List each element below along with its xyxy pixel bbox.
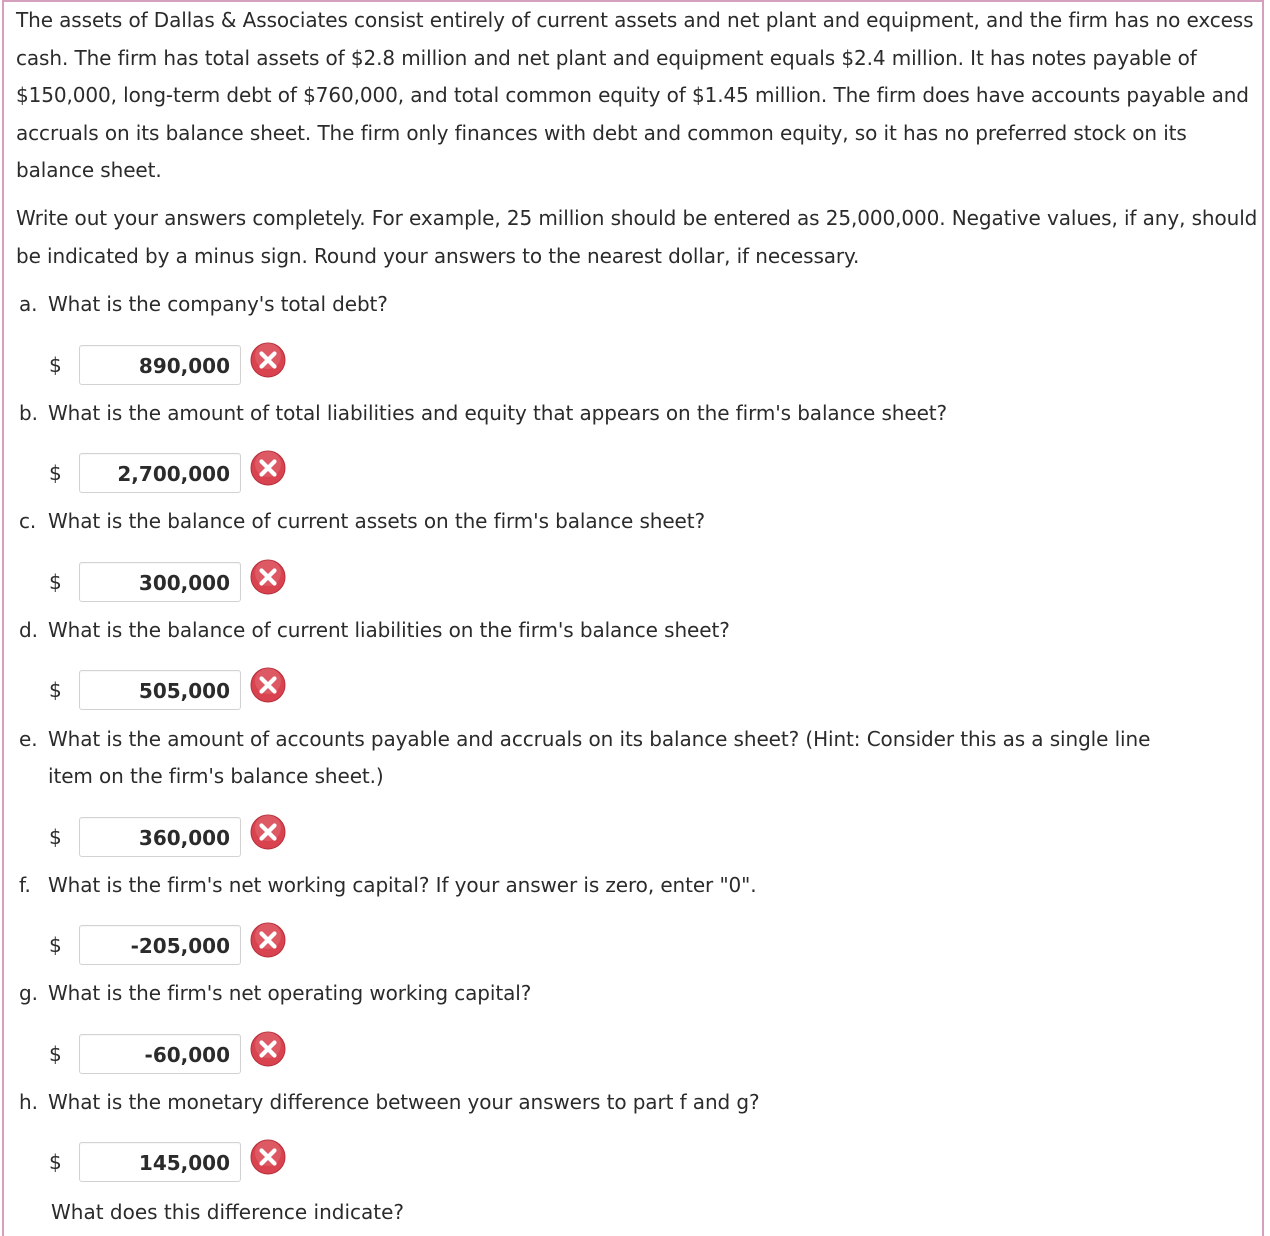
answer-input-f[interactable]: -205,000 — [79, 925, 241, 965]
currency-symbol: $ — [49, 461, 62, 485]
question-label: d. — [19, 618, 38, 642]
question-label: a. — [19, 292, 38, 316]
question-label: b. — [19, 401, 38, 425]
x-circle-icon — [249, 1030, 287, 1068]
answer-input-b[interactable]: 2,700,000 — [79, 453, 241, 493]
currency-symbol: $ — [49, 933, 62, 957]
instructions: Write out your answers completely. For example, 25 million should be entered as 25,000,000. Negative values, if any, should be indicated by a minus sign. Round your answers to the nearest dollar, if necessary. — [16, 206, 1258, 268]
question-label: h. — [19, 1090, 38, 1114]
answer-input-a[interactable]: 890,000 — [79, 345, 241, 385]
question-h — [19, 1084, 759, 1121]
question-text: What is the monetary difference between your answers to part f and g? — [48, 1090, 760, 1114]
answer-input-h[interactable]: 145,000 — [79, 1142, 241, 1182]
x-circle-icon — [249, 341, 287, 379]
question-a — [19, 286, 388, 323]
x-circle-icon — [249, 921, 287, 959]
question-c — [19, 503, 705, 540]
question-label: c. — [19, 509, 37, 533]
currency-symbol: $ — [49, 678, 62, 702]
answer-input-d[interactable]: 505,000 — [79, 670, 241, 710]
question-frame — [2, 0, 1264, 1236]
question-text: What is the company's total debt? — [48, 292, 388, 316]
x-circle-icon — [249, 1138, 287, 1176]
question-text: What is the balance of current liabilities on the firm's balance sheet? — [48, 618, 730, 642]
x-circle-icon — [249, 449, 287, 487]
currency-symbol: $ — [49, 1042, 62, 1066]
question-label: g. — [19, 981, 38, 1005]
currency-symbol: $ — [49, 570, 62, 594]
answer-input-c[interactable]: 300,000 — [79, 562, 241, 602]
question-e — [19, 721, 1259, 795]
question-text: What is the firm's net operating working capital? — [48, 981, 532, 1005]
answer-input-e[interactable]: 360,000 — [79, 817, 241, 857]
question-text: What is the amount of accounts payable and accruals on its balance sheet? (Hint: Consider this as a single line — [48, 727, 1151, 751]
problem-statement: The assets of Dallas & Associates consist entirely of current assets and net plant and equipment, and the firm has no excess cash. The firm has total assets of $2.8 million and net plant and equipment equals $2.4 million. It has notes payable of $150,000, long-term debt of $760,000, and total common equity of $1.45 million. The firm does have accounts payable and accruals on its balance sheet. The firm only finances with debt and common equity, so it has no preferred stock on its balance sheet. — [16, 8, 1254, 183]
currency-symbol: $ — [49, 825, 62, 849]
question-text: What is the amount of total liabilities and equity that appears on the firm's balance sheet? — [48, 401, 948, 425]
answer-input-g[interactable]: -60,000 — [79, 1034, 241, 1074]
currency-symbol: $ — [49, 353, 62, 377]
question-text: What is the firm's net working capital? If your answer is zero, enter "0". — [48, 873, 757, 897]
question-g — [19, 975, 531, 1012]
question-text: What is the balance of current assets on the firm's balance sheet? — [48, 509, 706, 533]
question-label: f. — [19, 873, 31, 897]
question-label: e. — [19, 727, 38, 751]
final-prompt: What does this difference indicate? — [51, 1200, 405, 1224]
question-f — [19, 867, 757, 904]
x-circle-icon — [249, 813, 287, 851]
question-text-continued: item on the firm's balance sheet.) — [48, 764, 384, 788]
currency-symbol: $ — [49, 1150, 62, 1174]
x-circle-icon — [249, 666, 287, 704]
question-b — [19, 395, 947, 432]
x-circle-icon — [249, 558, 287, 596]
question-d — [19, 612, 730, 649]
